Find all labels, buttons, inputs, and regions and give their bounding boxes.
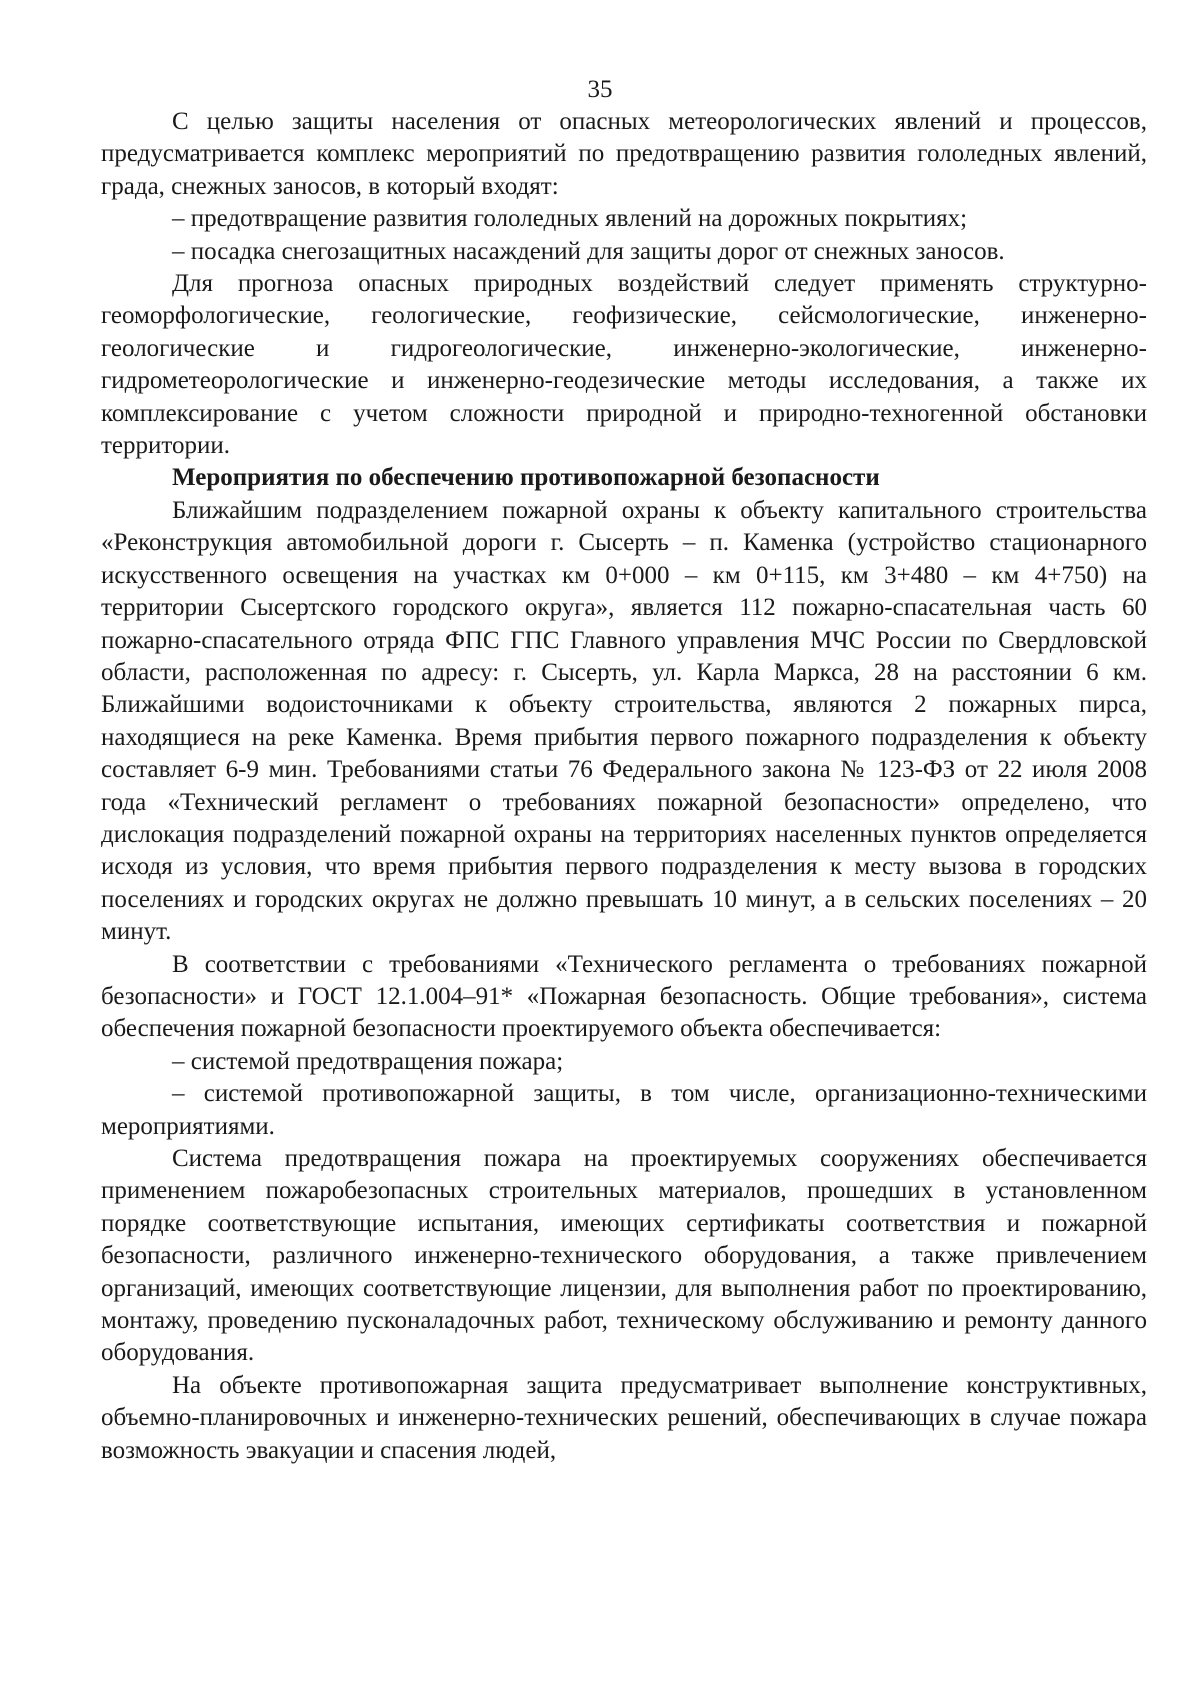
paragraph-fire-safety-system: В соответствии с требованиями «Технического регламента о требованиях пожарной безопасности» и ГОСТ 12.1.004–91* «Пожарная безопасность. Общие требования», система обеспечения пожарной безопасности проектируемого объекта обеспечивается: — [101, 950, 1147, 1043]
paragraph-fire-station: Ближайшим подразделением пожарной охраны к объекту капитального строительства «Реконструкция автомобильной дороги г. Сысерть – п. Каменка (устройство стационарного искусственного освещения на участках км 0+000 – км 0+115, км 3+480 – км 4+750) на территории Сысертского городского округа», является 112 пожарно-спасательная часть 60 пожарно-спасательного отряда ФПС ГПС Главного управления МЧС России по Свердловской области, расположенная по адресу: г. Сысерть, ул. Карла Маркса, 28 на расстоянии 6 км. Ближайшими водоисточниками к объекту строительства, являются 2 пожарных пирса, находящиеся на реке Каменка. Время прибытия первого пожарного подразделения к объекту составляет 6-9 мин. Требованиями статьи 76 Федерального закона № 123-ФЗ от 22 июля 2008 года «Технический регламент о требованиях пожарной безопасности» определено, что дислокация подразделений пожарной охраны на территориях населенных пунктов определяется исходя из условия, что время прибытия первого подразделения к месту вызова в городских поселениях и городских округах не должно превышать 10 минут, а в сельских поселениях – 20 минут. — [101, 496, 1147, 946]
page-number: 35 — [587, 76, 613, 103]
list-item-ice-prevention: – предотвращение развития гололедных явлений на дорожных покрытиях; — [172, 205, 968, 233]
document-body — [101, 106, 1147, 1467]
paragraph-fire-prevention-system: Система предотвращения пожара на проектируемых сооружениях обеспечивается применением пожаробезопасных строительных материалов, прошедших в установленном порядке соответствующие испытания, имеющих сертификаты соответствия и пожарной безопасности, различного инженерно-технического оборудования, а также привлечением организаций, имеющих соответствующие лицензии, для выполнения работ по проектированию, монтажу, проведению пусконаладочных работ, техническому обслуживанию и ремонту данного оборудования. — [101, 1145, 1147, 1367]
paragraph-forecast-methods: Для прогноза опасных природных воздействий следует применять структурно-геоморфологические, геологические, геофизические, сейсмологические, инженерно-геологические и гидрогеологические, инженерно-экологические, инженерно-гидрометеорологические и инженерно-геодезические методы исследования, а также их комплексирование с учетом сложности природной и природно-техногенной обстановки территории. — [101, 270, 1147, 460]
paragraph-fire-protection-measures: На объекте противопожарная защита предусматривает выполнение конструктивных, объемно-планировочных и инженерно-технических решений, обеспечивающих в случае пожара возможность эвакуации и спасения людей, — [101, 1371, 1147, 1464]
section-heading-fire-safety: Мероприятия по обеспечению противопожарной безопасности — [172, 464, 880, 492]
paragraph-weather-protection: С целью защиты населения от опасных метеорологических явлений и процессов, предусматривается комплекс мероприятий по предотвращению развития гололедных явлений, града, снежных заносов, в который входят: — [101, 108, 1147, 200]
list-item-fire-prevention: – системой предотвращения пожара; — [172, 1047, 564, 1075]
list-item-fire-protection: – системой противопожарной защиты, в том числе, организационно-техническими мероприятиями. — [101, 1080, 1147, 1140]
list-item-snow-plantings: – посадка снегозащитных насаждений для защиты дорог от снежных заносов. — [172, 237, 1005, 265]
